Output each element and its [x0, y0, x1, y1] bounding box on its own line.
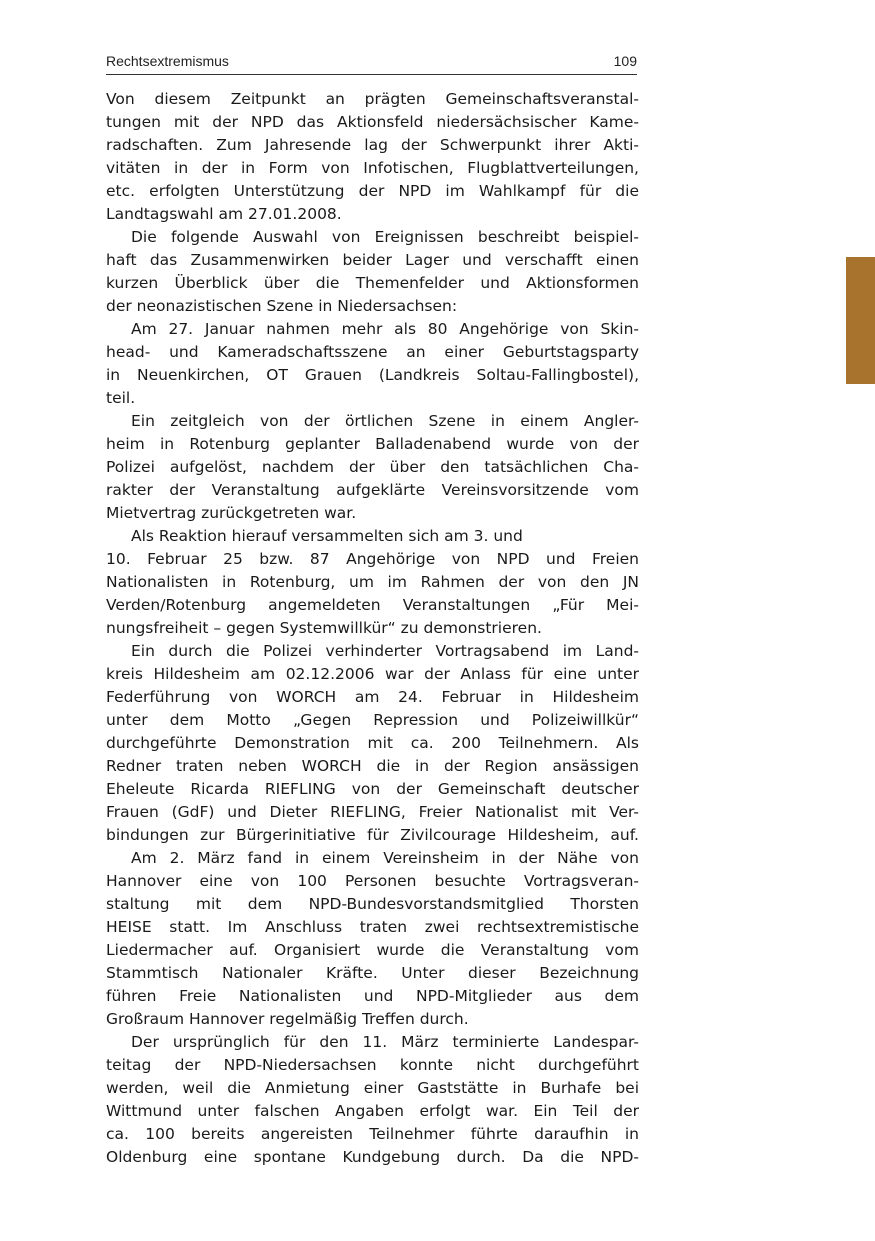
text-line: führen Freie Nationalisten und NPD-Mitglieder aus dem — [106, 987, 639, 1005]
text-line: HEISE statt. Im Anschluss traten zwei rechtsextremistische — [106, 918, 639, 936]
text-line: bindungen zur Bürgerinitiative für Zivilcourage Hildesheim, auf. — [106, 826, 639, 844]
text-line: staltung mit dem NPD-Bundesvorstandsmitglied Thorsten — [106, 895, 639, 913]
text-line: Federführung von WORCH am 24. Februar in Hildesheim — [106, 688, 639, 706]
running-header — [106, 52, 637, 75]
text-line: werden, weil die Anmietung einer Gaststätte in Burhafe bei — [106, 1079, 639, 1097]
text-line: etc. erfolgten Unterstützung der NPD im Wahlkampf für die — [106, 182, 639, 200]
text-line: der neonazistischen Szene in Niedersachsen: — [106, 297, 458, 315]
text-line: Die folgende Auswahl von Ereignissen beschreibt beispiel- — [131, 228, 639, 246]
text-line: vitäten in der in Form von Infotischen, Flugblattverteilungen, — [106, 159, 639, 177]
text-line: Redner traten neben WORCH die in der Region ansässigen — [106, 757, 639, 775]
text-line: Am 27. Januar nahmen mehr als 80 Angehörige von Skin- — [131, 320, 639, 338]
text-line: nungsfreiheit – gegen Systemwillkür“ zu demonstrieren. — [106, 619, 542, 637]
running-title: Rechtsextremismus — [106, 53, 229, 69]
text-line: teil. — [106, 389, 136, 407]
text-line: Polizei aufgelöst, nachdem der über den tatsächlichen Cha- — [106, 458, 639, 476]
body-text — [106, 88, 639, 1169]
text-line: radschaften. Zum Jahresende lag der Schwerpunkt ihrer Akti- — [106, 136, 639, 154]
page-number: 109 — [613, 53, 637, 69]
text-line: 10. Februar 25 bzw. 87 Angehörige von NPD und Freien — [106, 550, 639, 568]
text-line: durchgeführte Demonstration mit ca. 200 Teilnehmern. Als — [106, 734, 639, 752]
text-line: Frauen (GdF) und Dieter RIEFLING, Freier Nationalist mit Ver- — [106, 803, 639, 821]
text-line: Hannover eine von 100 Personen besuchte Vortragsveran- — [106, 872, 639, 890]
text-line: Am 2. März fand in einem Vereinsheim in der Nähe von — [131, 849, 639, 867]
text-line: Liedermacher auf. Organisiert wurde die Veranstaltung vom — [106, 941, 639, 959]
text-line: haft das Zusammenwirken beider Lager und verschafft einen — [106, 251, 639, 269]
text-line: heim in Rotenburg geplanter Balladenabend wurde von der — [106, 435, 639, 453]
text-line: Nationalisten in Rotenburg, um im Rahmen der von den JN — [106, 573, 639, 591]
text-line: Großraum Hannover regelmäßig Treffen durch. — [106, 1010, 469, 1028]
text-line: Eheleute Ricarda RIEFLING von der Gemeinschaft deutscher — [106, 780, 639, 798]
section-thumb-tab — [846, 257, 875, 384]
text-line: Mietvertrag zurückgetreten war. — [106, 504, 357, 522]
text-line: Oldenburg eine spontane Kundgebung durch. Da die NPD- — [106, 1148, 639, 1166]
text-line: ca. 100 bereits angereisten Teilnehmer führte daraufhin in — [106, 1125, 639, 1143]
text-line: Verden/Rotenburg angemeldeten Veranstaltungen „Für Mei- — [106, 596, 639, 614]
text-line: Ein durch die Polizei verhinderter Vortragsabend im Land- — [131, 642, 639, 660]
text-line: tungen mit der NPD das Aktionsfeld niedersächsischer Kame- — [106, 113, 639, 131]
text-line: Von diesem Zeitpunkt an prägten Gemeinschaftsveranstal- — [106, 90, 639, 108]
text-line: Wittmund unter falschen Angaben erfolgt war. Ein Teil der — [106, 1102, 639, 1120]
text-line: Landtagswahl am 27.01.2008. — [106, 205, 342, 223]
text-line: rakter der Veranstaltung aufgeklärte Vereinsvorsitzende vom — [106, 481, 639, 499]
text-line: unter dem Motto „Gegen Repression und Polizeiwillkür“ — [106, 711, 639, 729]
text-line: teitag der NPD-Niedersachsen konnte nicht durchgeführt — [106, 1056, 639, 1074]
text-line: kurzen Überblick über die Themenfelder und Aktionsformen — [106, 274, 639, 292]
text-line: head- und Kameradschaftsszene an einer Geburtstagsparty — [106, 343, 639, 361]
text-line: Stammtisch Nationaler Kräfte. Unter dieser Bezeichnung — [106, 964, 639, 982]
text-line: Ein zeitgleich von der örtlichen Szene in einem Angler- — [131, 412, 639, 430]
text-line: Der ursprünglich für den 11. März terminierte Landespar- — [131, 1033, 639, 1051]
text-line: Als Reaktion hierauf versammelten sich am 3. und — [131, 527, 523, 545]
text-line: in Neuenkirchen, OT Grauen (Landkreis Soltau-Fallingbostel), — [106, 366, 639, 384]
text-line: kreis Hildesheim am 02.12.2006 war der Anlass für eine unter — [106, 665, 639, 683]
